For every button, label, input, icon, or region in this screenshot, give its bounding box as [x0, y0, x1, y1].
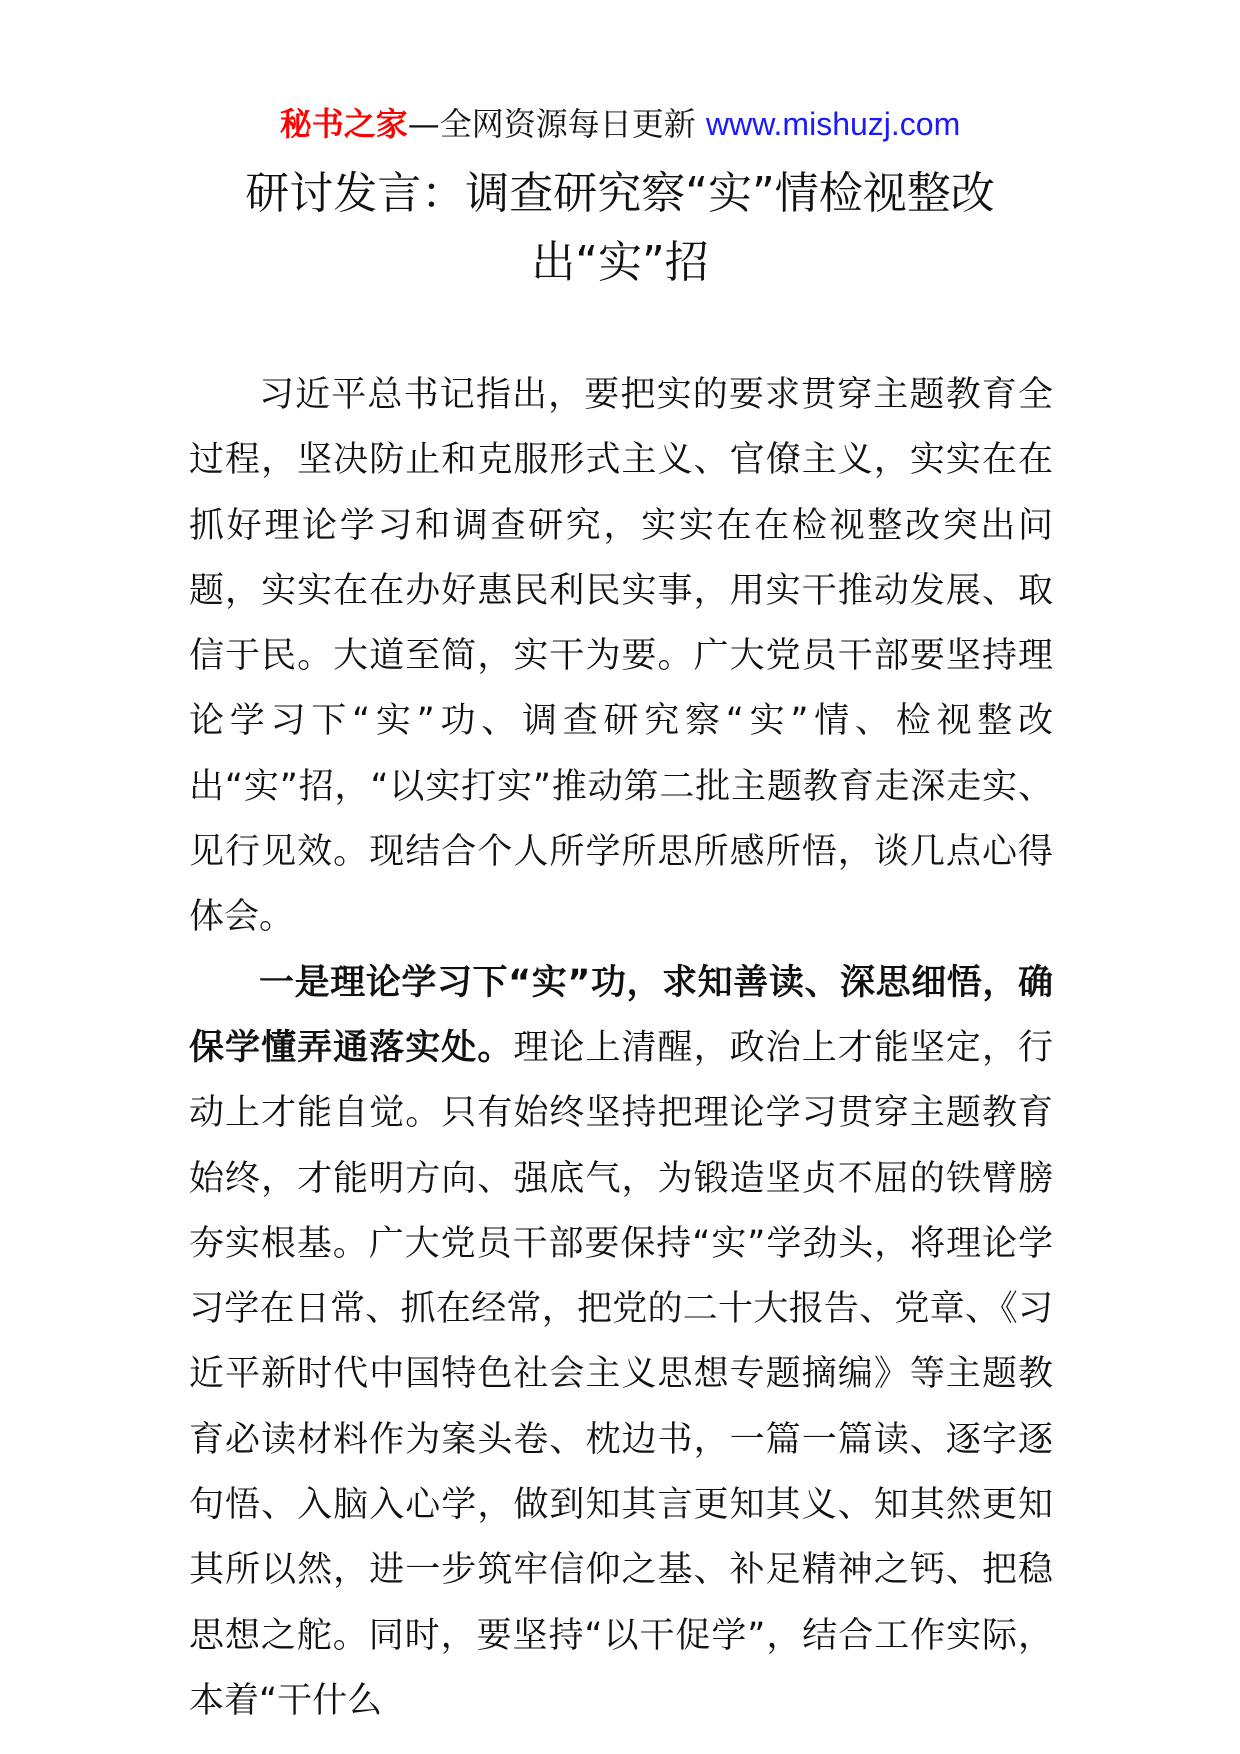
paragraph-1 — [189, 363, 1053, 951]
brand-name: 秘书之家 — [279, 105, 408, 143]
document-body — [189, 363, 1053, 1734]
paragraph-text: 习近平总书记指出，要把实的要求贯穿主题教育全过程，坚决防止和克服形式主义、官僚主义，实实在在抓好理论学习和调查研究，实实在在检视整改突出问题，实实在在办好惠民利民实事，用实干推动发展、取信于民。大道至简，实干为要。广大党员干部要坚持理论学习下“实”功、调查研究察“实”情、检视整改出“实”招，“以实打实”推动第二批主题教育走深走实、见行见效。现结合个人所学所思所感所悟，谈几点心得体会。 — [189, 375, 1053, 938]
paragraph-lead: 一是理论学习下“实”功，求知善读、深思细悟，确保学懂弄通落实处。 — [189, 962, 1053, 1068]
paragraph-2 — [189, 951, 1053, 1735]
paragraph-text: 理论上清醒，政治上才能坚定，行动上才能自觉。只有始终坚持把理论学习贯穿主题教育始终，才能明方向、强底气，为锻造坚贞不屈的铁臂膀夯实根基。广大党员干部要保持“实”学劲头，将理论学习学在日常、抓在经常，把党的二十大报告、党章、《习近平新时代中国特色社会主义思想专题摘编》等主题教育必读材料作为案头卷、枕边书，一篇一篇读、逐字逐句悟、入脑入心学，做到知其言更知其义、知其然更知其所以然，进一步筑牢信仰之基、补足精神之钙、把稳思想之舵。同时，要坚持“以干促学”，结合工作实际，本着“干什么 — [189, 1027, 1053, 1721]
header-slogan: —全网资源每日更新 — [407, 105, 706, 143]
site-url[interactable]: www.mishuzj.com — [705, 106, 961, 142]
document-title-line-1: 研讨发言：调查研究察“实”情检视整改 — [245, 168, 995, 219]
site-header — [0, 100, 1240, 148]
document-title-line-2: 出“实”招 — [531, 237, 709, 288]
